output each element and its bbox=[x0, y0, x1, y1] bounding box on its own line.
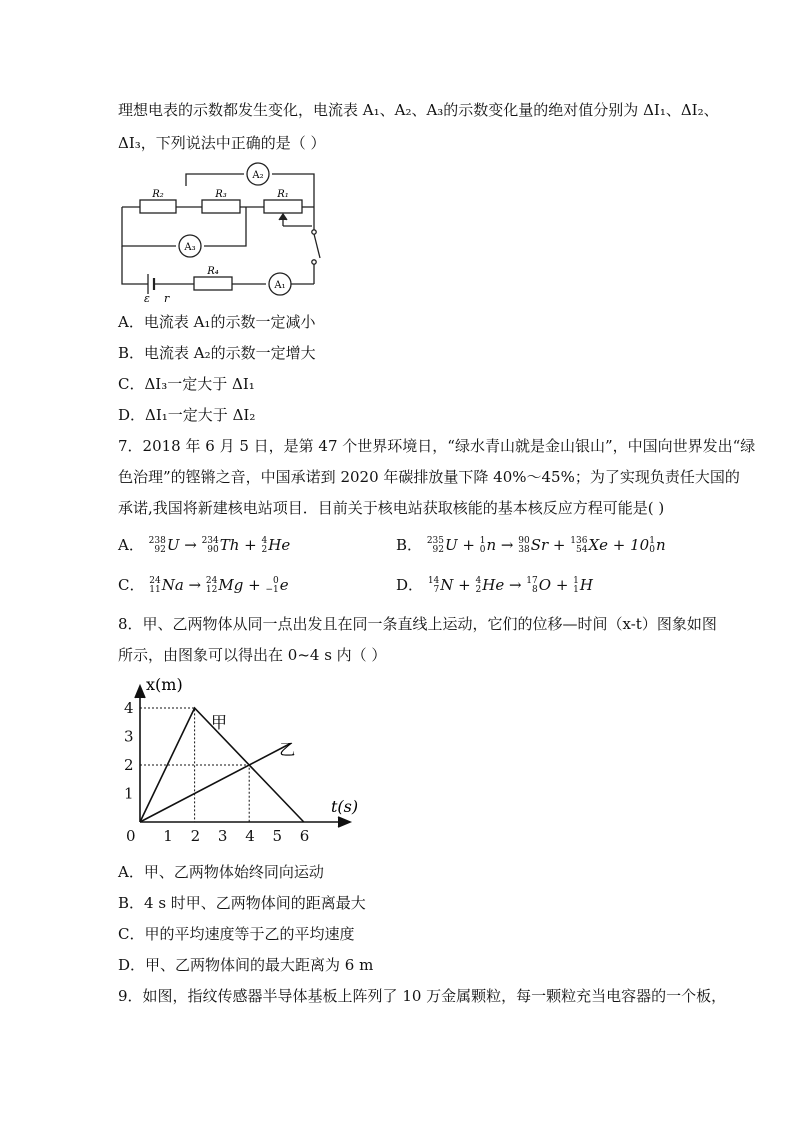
x-tick-label: 4 bbox=[245, 827, 255, 845]
q8-line-2: 所示，由图象可以得出在 0~4 s 内（ ） bbox=[118, 646, 387, 664]
q7-option-d bbox=[396, 575, 593, 595]
q6-option-a: A．电流表 A₁的示数一定减小 bbox=[118, 313, 316, 331]
q7-option-a bbox=[118, 535, 290, 555]
q7-option-b bbox=[396, 535, 666, 555]
series-line-yi bbox=[140, 744, 290, 822]
r3-label: R₃ bbox=[215, 189, 227, 200]
q7-option-a-equation: 238 92 U → 234 90 Th + 4 2 He bbox=[148, 536, 291, 555]
x-tick-label: 0 bbox=[126, 827, 136, 845]
a1-meter-label: A₁ bbox=[274, 280, 286, 291]
q7-option-c bbox=[118, 575, 289, 595]
q7-line-3: 承诺,我国将新建核电站项目．目前关于核电站获取核能的基本核反应方程可能是( ) bbox=[118, 499, 665, 517]
circuit-diagram bbox=[118, 160, 328, 305]
r1-label: R₁ bbox=[277, 189, 289, 200]
series-label-jia: 甲 bbox=[210, 712, 227, 732]
internal-resistance-label: r bbox=[164, 292, 170, 305]
q8-option-d: D．甲、乙两物体间的最大距离为 6 m bbox=[118, 956, 374, 974]
intro-line-2: ΔI₃，下列说法中正确的是（ ） bbox=[118, 134, 326, 152]
q7-option-c-equation: 24 11 Na → 24 12 Mg + 0 −1 e bbox=[149, 576, 289, 595]
x-tick-label: 1 bbox=[163, 827, 173, 845]
y-tick-label: 2 bbox=[124, 756, 134, 774]
q8-line-1: 8．甲、乙两物体从同一点出发且在同一条直线上运动，它们的位移—时间（x-t）图象如图 bbox=[118, 615, 717, 633]
intro-line-1: 理想电表的示数都发生变化，电流表 A₁、A₂、A₃的示数变化量的绝对值分别为 ΔI₁、ΔI₂、 bbox=[118, 101, 719, 119]
q7-option-d-equation: 14 7 N + 4 2 He → 17 8 O + 1 1 H bbox=[427, 576, 593, 595]
emf-label: ε bbox=[144, 292, 150, 305]
q8-option-b: B．4 s 时甲、乙两物体间的距离最大 bbox=[118, 894, 366, 912]
y-axis-label: x(m) bbox=[146, 675, 183, 694]
x-tick-label: 3 bbox=[217, 827, 228, 845]
r2-label: R₂ bbox=[152, 189, 164, 200]
x-tick-label: 5 bbox=[272, 827, 283, 845]
q7-option-c-label: C． bbox=[118, 576, 145, 594]
y-tick-label: 3 bbox=[124, 727, 134, 746]
q7-line-2: 色治理”的铿锵之音，中国承诺到 2020 年碳排放量下降 40%～45%；为了实现负责任大国的 bbox=[118, 468, 740, 486]
q6-option-d: D．ΔI₁一定大于 ΔI₂ bbox=[118, 406, 256, 424]
r4-label: R₄ bbox=[207, 266, 219, 277]
q8-option-a: A．甲、乙两物体始终同向运动 bbox=[118, 863, 324, 881]
q7-option-a-label: A． bbox=[118, 536, 144, 554]
q6-option-b: B．电流表 A₂的示数一定增大 bbox=[118, 344, 316, 362]
y-tick-label: 1 bbox=[124, 784, 134, 803]
q9-line-1: 9．如图，指纹传感器半导体基板上阵列了 10 万金属颗粒，每一颗粒充当电容器的一个板， bbox=[118, 987, 727, 1005]
x-tick-label: 2 bbox=[190, 827, 201, 845]
a3-meter-label: A₃ bbox=[184, 242, 196, 253]
x-axis-label: t(s) bbox=[331, 797, 359, 816]
q7-option-b-label: B． bbox=[396, 536, 423, 554]
q7-option-d-label: D． bbox=[396, 576, 424, 594]
q8-option-c: C．甲的平均速度等于乙的平均速度 bbox=[118, 925, 355, 943]
a2-meter-label: A₂ bbox=[252, 170, 264, 181]
q7-line-1: 7．2018 年 6 月 5 日，是第 47 个世界环境日，“绿水青山就是金山银山”，中国向世界发出“绿 bbox=[118, 437, 756, 455]
y-tick-label: 4 bbox=[124, 699, 134, 717]
xt-graph bbox=[118, 672, 368, 852]
q7-option-b-equation: 235 92 U + 1 0 n → 90 38 Sr + 136 54 Xe + 10 1 0 n bbox=[426, 536, 666, 555]
x-tick-label: 6 bbox=[299, 827, 310, 845]
series-label-yi: 乙 bbox=[279, 740, 296, 760]
q6-option-c: C．ΔI₃一定大于 ΔI₁ bbox=[118, 375, 255, 393]
